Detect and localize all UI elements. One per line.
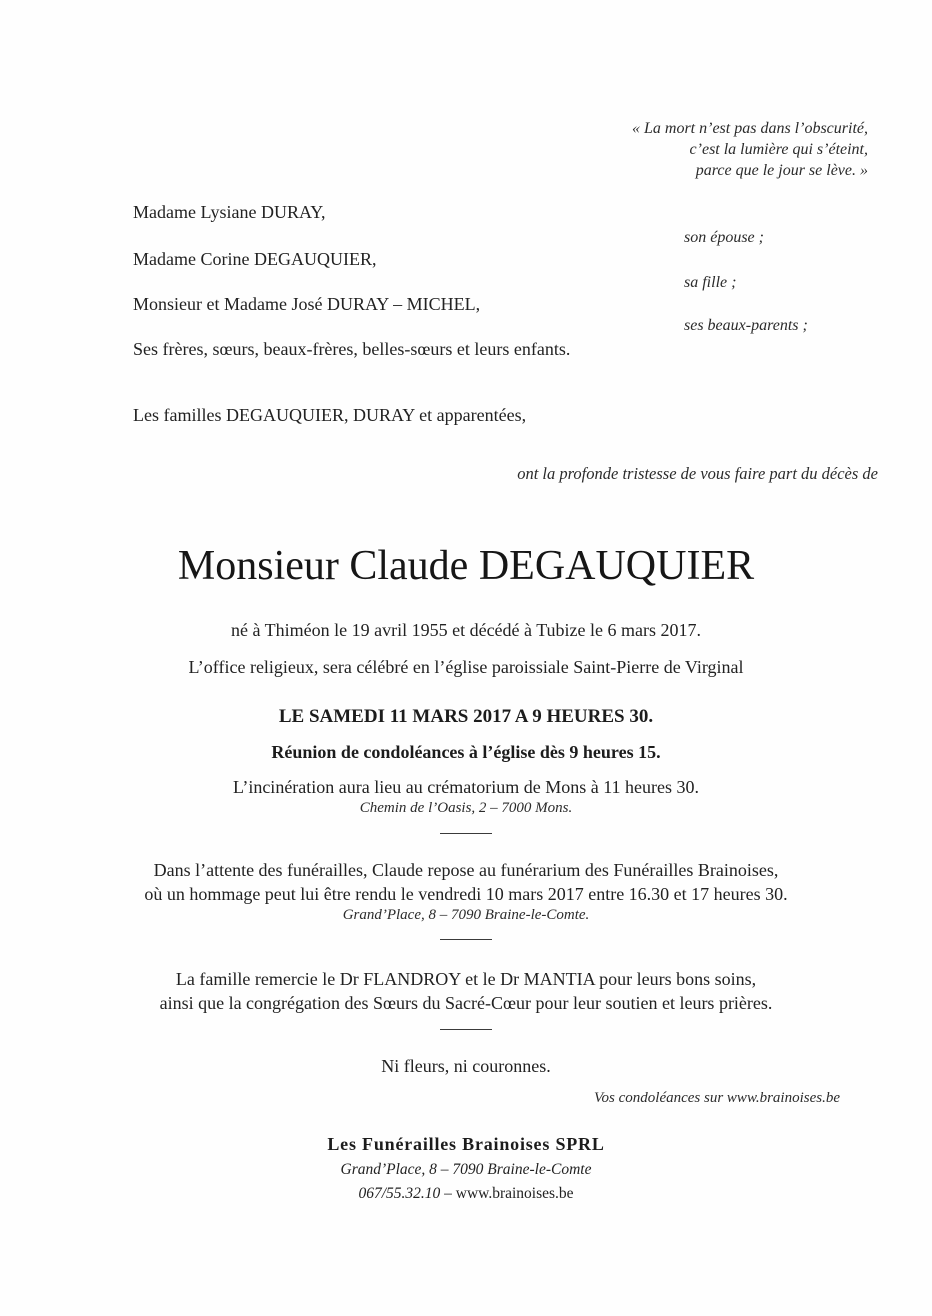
footer-company-name: Les Funérailles Brainoises SPRL xyxy=(327,1134,605,1154)
mourner-name-1: Madame Lysiane DURAY, xyxy=(133,202,326,222)
footer-website: www.brainoises.be xyxy=(455,1185,574,1202)
ceremony-cremation-line: L’incinération aura lieu au crématorium de Mons à 11 heures 30. xyxy=(232,777,699,797)
epigraph-line-3: parce que le jour se lève. » xyxy=(695,162,868,179)
ceremony-office-line: L’office religieux, sera célébré en l’église paroissiale Saint-Pierre de Virginal xyxy=(188,657,744,677)
visitation-address: Grand’Place, 8 – 7090 Braine-le-Comte. xyxy=(342,907,590,923)
announcement-line: ont la profonde tristesse de vous faire part du décès de xyxy=(517,464,878,483)
mourner-relation-2: sa fille ; xyxy=(684,274,737,291)
thanks-line-2: ainsi que la congrégation des Sœurs du Sacré-Cœur pour leur soutien et leurs prières. xyxy=(159,993,773,1013)
mourner-relation-1: son épouse ; xyxy=(684,229,764,246)
mourner-name-3: Monsieur et Madame José DURAY – MICHEL, xyxy=(133,294,481,314)
divider-1 xyxy=(440,833,492,834)
flowers-note: Ni fleurs, ni couronnes. xyxy=(381,1056,551,1076)
divider-2 xyxy=(440,939,492,940)
visitation-line-1: Dans l’attente des funérailles, Claude repose au funérarium des Funérailles Brainoises, xyxy=(153,860,779,880)
mourner-name-2: Madame Corine DEGAUQUIER, xyxy=(133,249,377,269)
visitation-line-2: où un hommage peut lui être rendu le vendredi 10 mars 2017 entre 16.30 et 17 heures 30. xyxy=(144,884,788,904)
mourners-siblings-line: Ses frères, sœurs, beaux-frères, belles-sœurs et leurs enfants. xyxy=(133,339,571,359)
footer-phone: 067/55.32.10 – xyxy=(358,1185,456,1202)
deceased-name-title: Monsieur Claude DEGAUQUIER xyxy=(177,543,755,589)
online-condolences-note: Vos condoléances sur www.brainoises.be xyxy=(594,1090,840,1106)
footer-contact-line xyxy=(0,1184,932,1203)
ceremony-date-line: LE SAMEDI 11 MARS 2017 A 9 HEURES 30. xyxy=(278,706,654,727)
epigraph-quote xyxy=(632,118,868,181)
divider-3 xyxy=(440,1029,492,1030)
deceased-life-dates: né à Thiméon le 19 avril 1955 et décédé à Tubize le 6 mars 2017. xyxy=(230,620,702,640)
mourner-relation-3: ses beaux-parents ; xyxy=(684,317,808,334)
epigraph-line-2: c’est la lumière qui s’éteint, xyxy=(689,141,868,158)
ceremony-cremation-address: Chemin de l’Oasis, 2 – 7000 Mons. xyxy=(359,800,573,816)
mourners-families-line: Les familles DEGAUQUIER, DURAY et apparentées, xyxy=(133,405,527,425)
thanks-line-1: La famille remercie le Dr FLANDROY et le Dr MANTIA pour leurs bons soins, xyxy=(175,969,757,989)
footer-address: Grand’Place, 8 – 7090 Braine-le-Comte xyxy=(340,1161,592,1178)
ceremony-condolences-line: Réunion de condoléances à l’église dès 9 heures 15. xyxy=(271,742,661,762)
epigraph-line-1: « La mort n’est pas dans l’obscurité, xyxy=(632,120,868,137)
